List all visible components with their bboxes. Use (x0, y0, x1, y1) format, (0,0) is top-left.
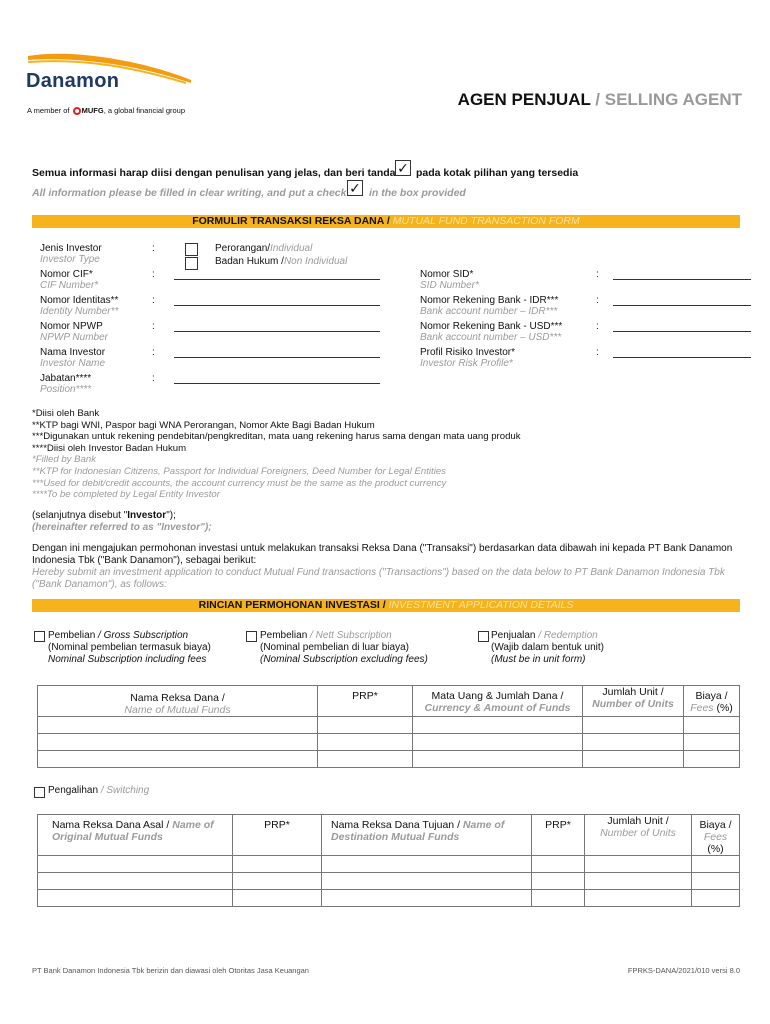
colon: : (596, 295, 599, 306)
colon: : (152, 347, 155, 358)
field-identity (40, 295, 118, 317)
field-label: Nomor Identitas** (40, 295, 119, 306)
member-suffix: , a global financial group (103, 106, 186, 115)
instruction-id-after: pada kotak pilihan yang tersedia (416, 167, 579, 179)
field-sublabel: Bank account number – USD*** (420, 332, 562, 343)
option-label: Pembelian (260, 630, 308, 641)
header-id: Jumlah Unit / (602, 686, 664, 698)
switching-label: Pengalihan (48, 785, 99, 796)
header-id: Jumlah Unit / (607, 815, 669, 827)
note-line-en: **KTP for Indonesian Citizens, Passport for Individual Foreigners, Deed Number for Legal Entities (32, 465, 446, 477)
option-individual-label: Perorangan/ (215, 243, 271, 254)
declaration (32, 543, 742, 591)
header-id: Nama Reksa Dana Tujuan / (331, 819, 463, 831)
section2-title: RINCIAN PERMOHONAN INVESTASI (198, 599, 380, 611)
note-line-en: *Filled by Bank (32, 454, 96, 466)
colon: : (152, 321, 155, 332)
table-row[interactable] (38, 734, 740, 751)
col-currency-amount (413, 686, 583, 717)
npwp-input[interactable] (174, 331, 380, 332)
section-investment-details (32, 599, 740, 612)
header-en: Name of Original Mutual Funds (52, 819, 214, 843)
col-prp (318, 686, 413, 717)
colon: : (152, 269, 155, 280)
option-non-individual-label: Badan Hukum / (215, 256, 284, 267)
header-id: Nama Reksa Dana Asal / (52, 819, 173, 831)
section-transaction-form (32, 215, 740, 228)
option-label-en: / Redemption (535, 630, 598, 641)
table-row[interactable] (38, 751, 740, 768)
checkbox-redemption[interactable] (478, 631, 489, 642)
table-row[interactable] (38, 890, 740, 907)
field-label: Nomor CIF* (40, 269, 93, 280)
header-id: PRP* (264, 819, 290, 831)
field-label: Nomor Rekening Bank - USD*** (420, 321, 563, 332)
bank-usd-input[interactable] (613, 331, 751, 332)
checkbox-gross-subscription[interactable] (34, 631, 45, 642)
option-label-en: / Nett Subscription (307, 630, 392, 641)
checkbox-nett-subscription[interactable] (246, 631, 257, 642)
note-line-en: ***Used for debit/credit accounts, the account currency must be the same as the product currency (32, 477, 447, 489)
field-sublabel: SID Number* (420, 280, 479, 291)
checkbox-switching[interactable] (34, 787, 45, 798)
col-fees (684, 686, 740, 717)
field-sublabel: CIF Number* (40, 280, 99, 291)
col-prp-original (233, 815, 322, 856)
field-label: Jenis Investor (40, 243, 102, 254)
col-prp-destination (532, 815, 585, 856)
checkbox-non-individual[interactable] (185, 257, 198, 270)
cif-input[interactable] (174, 279, 380, 280)
section1-sep: / (383, 215, 393, 227)
option-label: Penjualan (491, 630, 536, 641)
footer-right: FPRKS-DANA/2021/010 versi 8.0 (627, 966, 740, 975)
switching-table (37, 814, 740, 907)
option-redemption (491, 630, 604, 666)
option-switching (48, 785, 149, 796)
col-original-fund (38, 815, 233, 856)
table-row[interactable] (38, 717, 740, 734)
declaration-en: Hereby submit an investment application to conduct Mutual Fund transactions ("Transactions") based on the data below to PT Bank Danamon Indonesia Tbk ("Bank Danamon"), as follows: (32, 567, 725, 590)
footer-left: PT Bank Danamon Indonesia Tbk berizin dan diawasi oleh Otoritas Jasa Keuangan (32, 966, 309, 975)
header-en: Fees (690, 702, 714, 714)
field-label: Nomor SID* (420, 269, 474, 280)
header-id: PRP* (352, 690, 378, 702)
note-line: **KTP bagi WNI, Paspor bagi WNA Perorangan, Nomor Akte Bagi Badan Hukum (32, 419, 375, 431)
field-label: Nama Investor (40, 347, 106, 358)
col-units (583, 686, 684, 717)
field-sublabel: Investor Risk Profile* (420, 358, 513, 369)
hereinafter-suffix: "); (166, 510, 176, 521)
colon: : (152, 243, 155, 254)
sid-input[interactable] (613, 279, 751, 280)
option-individual (215, 243, 312, 254)
note-line: *Diisi oleh Bank (32, 408, 100, 419)
field-position (40, 373, 91, 395)
field-investor-name (40, 347, 105, 369)
field-cif (40, 269, 98, 291)
subscription-table (37, 685, 740, 768)
field-sid (420, 269, 479, 291)
col-destination-fund (322, 815, 532, 856)
field-label: Nomor NPWP (40, 321, 103, 332)
instruction-id (32, 167, 396, 179)
title-sep: / (590, 90, 605, 109)
field-sublabel: Investor Type (40, 254, 100, 265)
declaration-id: Dengan ini mengajukan permohonan investasi untuk melakukan transaksi Reksa Dana ("Transaksi") berdasarkan data dibawah ini kepada PT Bank Danamon Indonesia Tbk ("Bank Danamon"), sebagai berikut: (32, 543, 733, 566)
colon: : (152, 373, 155, 384)
hereinafter-bold: Investor (127, 510, 167, 521)
option-line3: (Nominal Subscription excluding fees) (260, 654, 428, 665)
header-id: Mata Uang & Jumlah Dana / (431, 690, 564, 702)
member-prefix: A member of (27, 106, 70, 115)
field-label: Nomor Rekening Bank - IDR*** (420, 295, 559, 306)
header-en-suffix: (%) (707, 843, 724, 855)
field-sublabel: Position**** (40, 384, 92, 395)
brand-name: Danamon (26, 70, 120, 92)
option-line2: (Nominal pembelian termasuk biaya) (48, 642, 211, 653)
notes (32, 408, 521, 501)
section2-sep: / (379, 599, 389, 611)
option-line2: (Wajib dalam bentuk unit) (491, 642, 605, 653)
colon: : (596, 321, 599, 332)
header-id: Nama Reksa Dana / (130, 692, 225, 704)
investor-name-input[interactable] (174, 357, 380, 358)
header-en: Fees (703, 831, 728, 843)
hereinafter (32, 510, 212, 534)
header-en: Number of Units (600, 827, 676, 839)
header-en: Name of Mutual Funds (124, 704, 231, 716)
field-label: Profil Risiko Investor* (420, 347, 516, 358)
col-fund-name (38, 686, 318, 717)
page-title (458, 90, 742, 110)
note-line-en: ****To be completed by Legal Entity Investor (32, 489, 220, 501)
option-line3: Nominal Subscription including fees (48, 654, 207, 665)
hereinafter-id (32, 510, 212, 522)
mufg-icon (73, 107, 81, 115)
header-en: Number of Units (592, 698, 674, 710)
table-row[interactable] (38, 856, 740, 873)
option-label: Pembelian (48, 630, 96, 641)
option-nett-subscription (260, 630, 428, 666)
risk-profile-input[interactable] (613, 357, 751, 358)
check-sample-icon-2: ✓ (347, 180, 363, 196)
field-npwp (40, 321, 108, 343)
section1-subtitle: MUTUAL FUND TRANSACTION FORM (392, 215, 580, 227)
field-investor-type (40, 243, 102, 265)
section1-title: FORMULIR TRANSAKSI REKSA DANA (192, 215, 384, 227)
instruction-en-after: in the box provided (369, 187, 466, 199)
field-sublabel: Identity Number** (40, 306, 119, 317)
field-sublabel: Bank account number – IDR*** (420, 306, 558, 317)
option-line3: (Must be in unit form) (491, 654, 586, 665)
option-line2: (Nominal pembelian di luar biaya) (260, 642, 409, 653)
colon: : (152, 295, 155, 306)
option-non-individual-sub: Non Individual (283, 256, 348, 267)
field-sublabel: NPWP Number (40, 332, 108, 343)
identity-input[interactable] (174, 305, 380, 306)
note-line: ***Digunakan untuk rekening pendebitan/pengkreditan, mata uang rekening harus sama dengan mata uang produk (32, 431, 521, 443)
hereinafter-prefix: (selanjutnya disebut " (32, 510, 128, 521)
table-row[interactable] (38, 873, 740, 890)
danamon-logo (26, 50, 196, 98)
title-main: AGEN PENJUAL (457, 90, 591, 109)
instruction-id-before: Semua informasi harap diisi dengan penulisan yang jelas, dan beri tanda (32, 167, 396, 179)
position-input[interactable] (174, 383, 380, 384)
hereinafter-en: (hereinafter referred to as "Investor"); (32, 522, 212, 533)
field-bank-idr (420, 295, 558, 317)
header-id: PRP* (545, 819, 571, 831)
member-group: MUFG (81, 106, 104, 115)
instruction-en (32, 187, 346, 199)
col-fees-2 (692, 815, 740, 856)
switching-label-en: / Switching (98, 785, 150, 796)
header-id: Biaya / (695, 690, 728, 702)
field-risk-profile (420, 347, 515, 369)
check-sample-icon: ✓ (395, 160, 411, 176)
instruction-en-before: All information please be filled in clear writing, and put a check (32, 187, 347, 199)
option-gross-subscription (48, 630, 211, 666)
option-label-en: / Gross Subscription (95, 630, 189, 641)
header-id: Biaya / (699, 819, 732, 831)
checkbox-individual[interactable] (185, 243, 198, 256)
colon: : (596, 269, 599, 280)
option-non-individual (215, 256, 347, 267)
col-units-2 (585, 815, 692, 856)
field-label: Jabatan**** (40, 373, 92, 384)
header-en: Name of Destination Mutual Funds (331, 819, 505, 843)
note-line: ****Diisi oleh Investor Badan Hukum (32, 442, 187, 454)
option-individual-sub: Individual (270, 243, 313, 254)
section2-subtitle: INVESTMENT APPLICATION DETAILS (388, 599, 574, 611)
title-sub: SELLING AGENT (604, 90, 742, 109)
header-en-suffix: (%) (713, 702, 733, 714)
field-bank-usd (420, 321, 562, 343)
field-sublabel: Investor Name (40, 358, 106, 369)
bank-idr-input[interactable] (613, 305, 751, 306)
member-line (27, 106, 185, 115)
header-en: Currency & Amount of Funds (424, 702, 571, 714)
colon: : (596, 347, 599, 358)
